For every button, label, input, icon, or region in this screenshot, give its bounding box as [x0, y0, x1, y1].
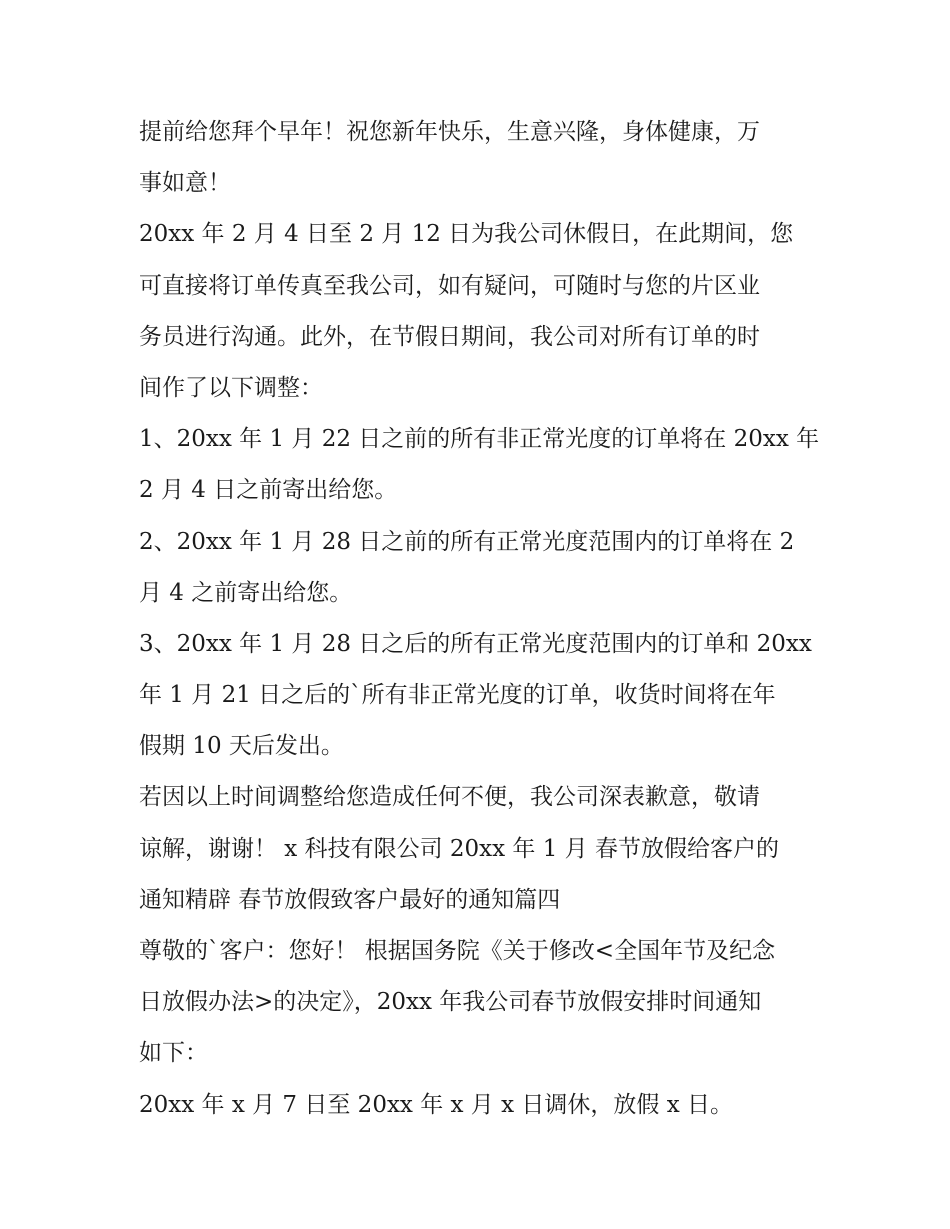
- text-line: 日放假办法>的决定》，20xx 年我公司春节放假安排时间通知: [139, 989, 762, 1016]
- text-line: 谅解，谢谢！ x 科技有限公司 20xx 年 1 月 春节放假给客户的: [139, 835, 779, 862]
- text-line: 3、20xx 年 1 月 28 日之后的所有正常光度范围内的订单和 20xx: [139, 630, 812, 657]
- text-line: 2 月 4 日之前寄出给您。: [139, 477, 398, 504]
- text-line: 如下：: [139, 1040, 208, 1067]
- text-line: 间作了以下调整：: [139, 374, 323, 401]
- text-line: 1、20xx 年 1 月 22 日之前的所有非正常光度的订单将在 20xx 年: [139, 426, 820, 453]
- text-line: 可直接将订单传真至我公司，如有疑问，可随时与您的片区业: [139, 272, 760, 299]
- text-line: 务员进行沟通。此外，在节假日期间，我公司对所有订单的时: [139, 323, 760, 350]
- text-line: 若因以上时间调整给您造成任何不便，我公司深表歉意，敬请: [139, 784, 760, 811]
- text-line: 提前给您拜个早年！祝您新年快乐，生意兴隆，身体健康，万: [139, 119, 760, 145]
- document-body: [139, 107, 819, 1131]
- text-line: 20xx 年 2 月 4 日至 2 月 12 日为我公司休假日，在此期间，您: [139, 221, 794, 248]
- text-line: 年 1 月 21 日之后的`所有非正常光度的订单，收货时间将在年: [139, 682, 776, 709]
- text-line: 月 4 之前寄出给您。: [139, 579, 353, 606]
- text-line: 尊敬的`客户：您好！ 根据国务院《关于修改<全国年节及纪念: [139, 938, 776, 964]
- text-line: 通知精辟 春节放假致客户最好的通知篇四: [139, 886, 561, 913]
- text-line: 2、20xx 年 1 月 28 日之前的所有正常光度范围内的订单将在 2: [139, 528, 795, 555]
- text-line: 假期 10 天后发出。: [139, 733, 344, 760]
- text-line: 20xx 年 x 月 7 日至 20xx 年 x 月 x 日调休，放假 x 日。: [139, 1091, 733, 1118]
- text-line: 事如意！: [139, 170, 231, 197]
